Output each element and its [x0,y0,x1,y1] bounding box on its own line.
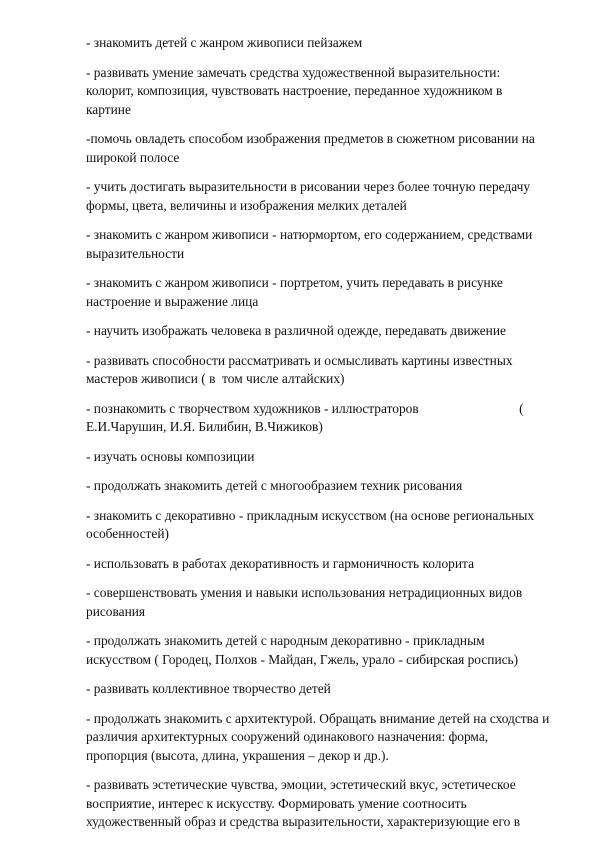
list-item-line: -помочь овладеть способом изображения предметов в сюжетном рисовании на [86,131,535,146]
list-item-line: - развивать способности рассматривать и осмысливать картины известных [86,352,513,368]
list-item-line: - продолжать знакомить детей с многообразием техник рисования [86,478,463,493]
list-item-line: различия архитектурных сооружений одинакового назначения: форма, [86,729,489,744]
list-item-line: - знакомить детей с жанром живописи пейзажем [86,35,363,50]
list-item-line: мастеров живописи ( в том числе алтайских) [86,371,345,386]
list-item [86,352,582,389]
list-item-line: художественный образ и средства выразительности, характеризующие его в [86,814,521,829]
list-item [86,64,582,120]
list-item-line: - совершенствовать умения и навыки использования нетрадиционных видов [86,585,523,600]
list-item-line: - продолжать знакомить детей с народным декоративно - прикладным [86,633,485,648]
list-item-line: - развивать коллективное творчество детей [86,681,331,696]
list-item [86,178,582,215]
list-item [86,680,582,699]
list-item [86,34,582,53]
list-item-line: - развивать умение замечать средства художественной выразительности: [86,64,501,80]
list-item-line: рисования [86,603,146,619]
list-item-line: широкой полосе [86,149,180,165]
list-item-line: картине [86,101,131,117]
list-item-line: - познакомить с творчеством художников - иллюстраторов ( [86,400,524,416]
list-item-line: пропорция (высота, длина, украшения – декор и др.). [86,747,389,763]
list-item [86,632,582,669]
list-item [86,400,582,437]
list-item-line: искусством ( Городец, Полхов - Майдан, Гжель, урало - сибирская роспись) [86,651,519,667]
list-item [86,226,582,263]
list-item-line: формы, цвета, величины и изображения мелких деталей [86,197,407,213]
list-item-line: - знакомить с декоративно - прикладным искусством (на основе региональных [86,507,535,523]
list-item [86,555,582,574]
list-item [86,710,582,766]
list-item-line: - использовать в работах декоративность и гармоничность колорита [86,555,475,571]
list-item-line: настроение и выражение лица [86,293,259,309]
list-item [86,448,582,467]
list-item [86,274,582,311]
list-item-line: - учить достигать выразительности в рисовании через более точную передачу [86,179,531,194]
list-item-line: выразительности [86,245,185,261]
list-item-line: - научить изображать человека в различной одежде, передавать движение [86,323,506,338]
list-item-line: восприятие, интерес к искусству. Формировать умение соотносить [86,795,467,811]
list-item-line: - знакомить с жанром живописи - портретом, учить передавать в рисунке [86,275,503,290]
list-item-line: - продолжать знакомить с архитектурой. Обращать внимание детей на сходства и [86,710,550,726]
list-item [86,130,582,167]
list-item [86,507,582,544]
list-item-line: особенностей) [86,526,169,541]
list-item-line: - развивать эстетические чувства, эмоции, эстетический вкус, эстетическое [86,777,516,792]
list-item-line: - знакомить с жанром живописи - натюрмортом, его содержанием, средствами [86,227,533,242]
document-page [86,34,582,843]
list-item [86,322,582,341]
list-item [86,776,582,832]
list-item [86,584,582,621]
list-item-line: - изучать основы композиции [86,448,255,464]
list-item-line: Е.И.Чарушин, И.Я. Билибин, В.Чижиков) [86,419,323,434]
list-item-line: колорит, композиция, чувствовать настроение, переданное художником в [86,83,503,98]
list-item [86,477,582,496]
